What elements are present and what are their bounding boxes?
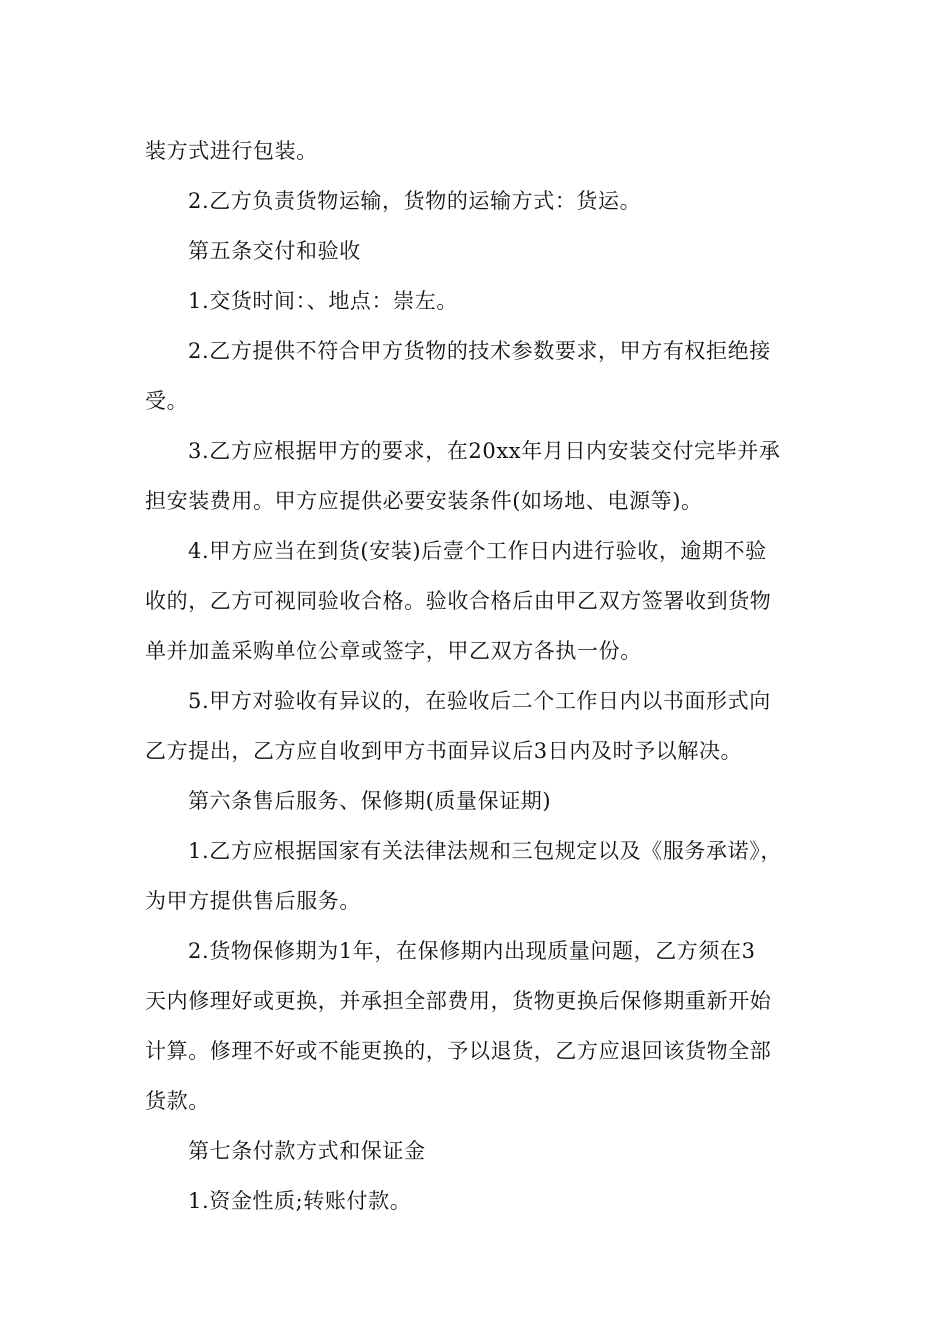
- text-line: 货款。: [145, 1089, 210, 1113]
- text-line: 3.乙方应根据甲方的要求，在20xx年月日内安装交付完毕并承: [188, 439, 781, 463]
- text-line: 5.甲方对验收有异议的，在验收后二个工作日内以书面形式向: [188, 689, 771, 713]
- text-line: 为甲方提供售后服务。: [145, 889, 361, 913]
- text-line: 天内修理好或更换，并承担全部费用，货物更换后保修期重新开始: [145, 989, 772, 1013]
- text-line: 2.货物保修期为1年，在保修期内出现质量问题，乙方须在3: [188, 939, 756, 963]
- text-line: 装方式进行包装。: [145, 139, 318, 163]
- text-line: 担安装费用。甲方应提供必要安装条件(如场地、电源等)。: [145, 489, 703, 513]
- text-line: 1.交货时间：、地点：崇左。: [188, 289, 458, 313]
- text-line: 收的，乙方可视同验收合格。验收合格后由甲乙双方签署收到货物: [145, 589, 772, 613]
- text-line: 1.乙方应根据国家有关法律法规和三包规定以及《服务承诺》，: [188, 839, 782, 863]
- section-heading: 第五条交付和验收: [188, 239, 361, 263]
- text-line: 计算。修理不好或不能更换的，予以退货，乙方应退回该货物全部: [145, 1039, 772, 1063]
- section-heading: 第六条售后服务、保修期(质量保证期): [188, 789, 552, 813]
- text-line: 受。: [145, 389, 189, 413]
- text-line: 乙方提出，乙方应自收到甲方书面异议后3日内及时予以解决。: [145, 739, 743, 763]
- text-line: 4.甲方应当在到货(安装)后壹个工作日内进行验收，逾期不验: [188, 539, 767, 563]
- text-line: 2.乙方负责货物运输，货物的运输方式：货运。: [188, 189, 642, 213]
- text-line: 单并加盖采购单位公章或签字，甲乙双方各执一份。: [145, 639, 642, 663]
- section-heading: 第七条付款方式和保证金: [188, 1139, 426, 1163]
- text-line: 1.资金性质;转账付款。: [188, 1189, 412, 1213]
- text-line: 2.乙方提供不符合甲方货物的技术参数要求，甲方有权拒绝接: [188, 339, 771, 363]
